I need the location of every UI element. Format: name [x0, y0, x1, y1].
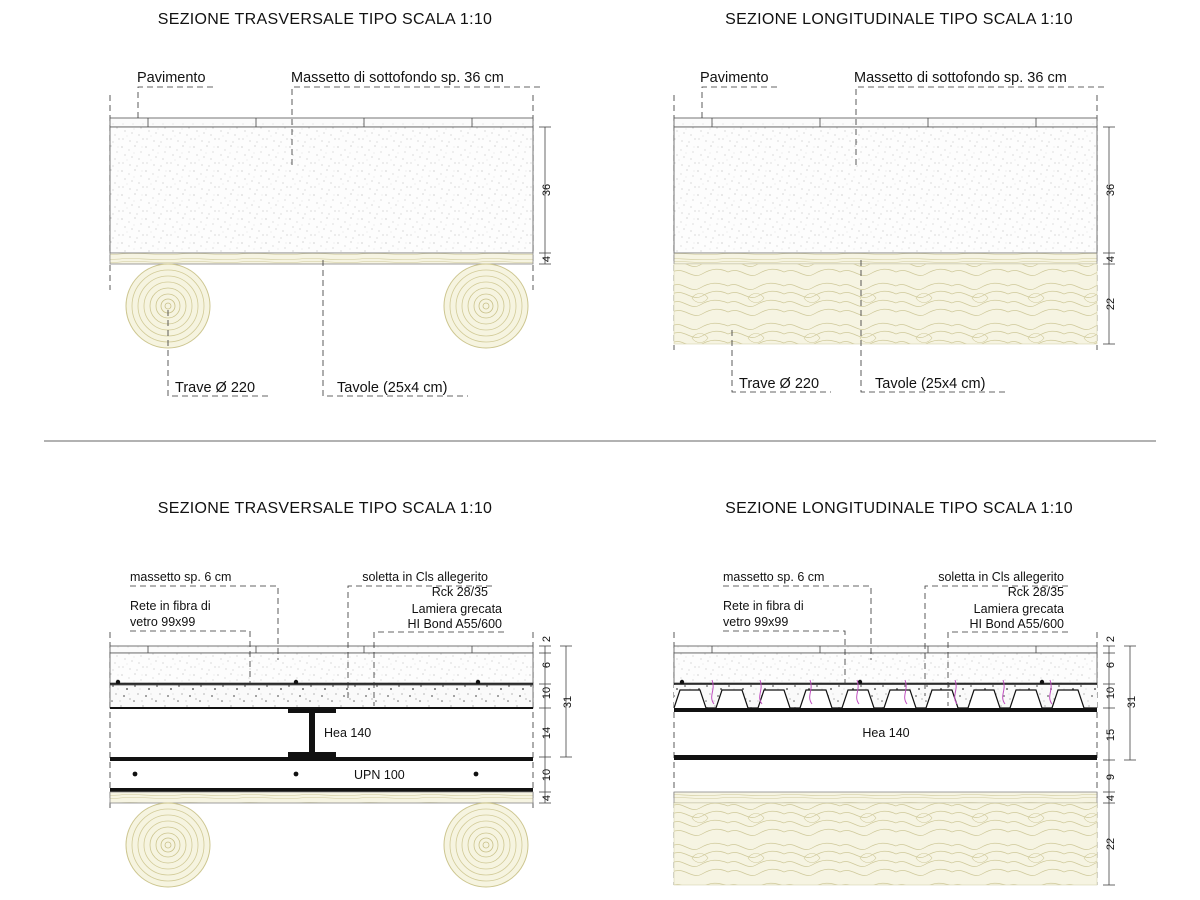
plank-layer: [674, 253, 1097, 264]
dim-6: 6: [541, 661, 553, 669]
label-soletta-line2: Rck 28/35: [431, 585, 488, 599]
label-massetto: Massetto di sottofondo sp. 36 cm: [854, 70, 1067, 86]
dim-10: 10: [541, 686, 553, 700]
label-rete-line2: vetro 99x99: [130, 615, 196, 629]
label-massetto: massetto sp. 6 cm: [723, 570, 825, 584]
hea-top-flange: [674, 708, 1097, 712]
plank-layer: [110, 792, 533, 803]
dim-36: 36: [541, 183, 553, 197]
panel-top-right: [674, 11, 1117, 392]
upn-bottom-flange: [110, 788, 533, 792]
beam-log: [126, 803, 210, 887]
plank-layer: [674, 792, 1097, 803]
beam-log: [444, 264, 528, 348]
label-tavole: Tavole (25x4 cm): [337, 380, 448, 396]
label-lamiera-line1: Lamiera grecata: [973, 602, 1064, 616]
label-soletta-line1: soletta in Cls allegerito: [938, 570, 1064, 584]
label-rete-line1: Rete in fibra di: [130, 599, 211, 613]
panel-bottom-right: [674, 500, 1138, 885]
panel-top-left: [110, 11, 553, 396]
floor-finish-layer: [110, 118, 533, 127]
dim-22: 22: [1105, 837, 1117, 851]
label-rete-line2: vetro 99x99: [723, 615, 789, 629]
screed-layer: [110, 653, 533, 683]
label-soletta-line1: soletta in Cls allegerito: [362, 570, 488, 584]
label-massetto: massetto sp. 6 cm: [130, 570, 232, 584]
floor-finish-layer: [674, 118, 1097, 127]
dim-31: 31: [562, 695, 574, 709]
dim-36: 36: [1105, 183, 1117, 197]
dim-2: 2: [541, 635, 553, 643]
beam-log: [444, 803, 528, 887]
panel-bottom-left: [110, 500, 574, 887]
panel-title: SEZIONE LONGITUDINALE TIPO SCALA 1:10: [725, 11, 1073, 28]
label-lamiera-line2: HI Bond A55/600: [407, 617, 502, 631]
plank-layer: [110, 253, 533, 264]
label-trave: Trave Ø 220: [175, 380, 256, 396]
label-hea: Hea 140: [324, 726, 372, 740]
label-hea: Hea 140: [862, 726, 910, 740]
label-lamiera-line2: HI Bond A55/600: [969, 617, 1064, 631]
panel-title: SEZIONE TRASVERSALE TIPO SCALA 1:10: [157, 11, 493, 28]
label-pavimento: Pavimento: [700, 70, 769, 86]
label-trave: Trave Ø 220: [739, 376, 820, 392]
beam-longitudinal: [674, 803, 1097, 885]
dim-22: 22: [1105, 297, 1117, 311]
dim-4: 4: [541, 794, 553, 802]
dim-4: 4: [1105, 794, 1117, 802]
dim-4: 4: [541, 255, 553, 263]
upn-top-flange: [110, 757, 533, 761]
screed-layer: [674, 127, 1097, 253]
dim-10b: 10: [541, 768, 553, 782]
dim-4: 4: [1105, 255, 1117, 263]
screed-layer: [674, 653, 1097, 683]
dim-15: 15: [1105, 728, 1117, 742]
label-pavimento: Pavimento: [137, 70, 206, 86]
dim-14: 14: [541, 726, 553, 740]
slab-layer: [110, 685, 533, 708]
dim-6: 6: [1105, 661, 1117, 669]
label-upn: UPN 100: [354, 768, 405, 782]
dim-31: 31: [1126, 695, 1138, 709]
panel-title: SEZIONE TRASVERSALE TIPO SCALA 1:10: [157, 500, 493, 517]
beam-longitudinal: [674, 264, 1097, 344]
screed-layer: [110, 127, 533, 253]
panel-title: SEZIONE LONGITUDINALE TIPO SCALA 1:10: [725, 500, 1073, 517]
label-rete-line1: Rete in fibra di: [723, 599, 804, 613]
dim-9: 9: [1105, 773, 1117, 781]
dim-10: 10: [1105, 686, 1117, 700]
dim-2: 2: [1105, 635, 1117, 643]
hea-bottom-flange: [674, 755, 1097, 760]
label-tavole: Tavole (25x4 cm): [875, 376, 986, 392]
label-soletta-line2: Rck 28/35: [1007, 585, 1064, 599]
label-massetto: Massetto di sottofondo sp. 36 cm: [291, 70, 504, 86]
label-lamiera-line1: Lamiera grecata: [411, 602, 502, 616]
